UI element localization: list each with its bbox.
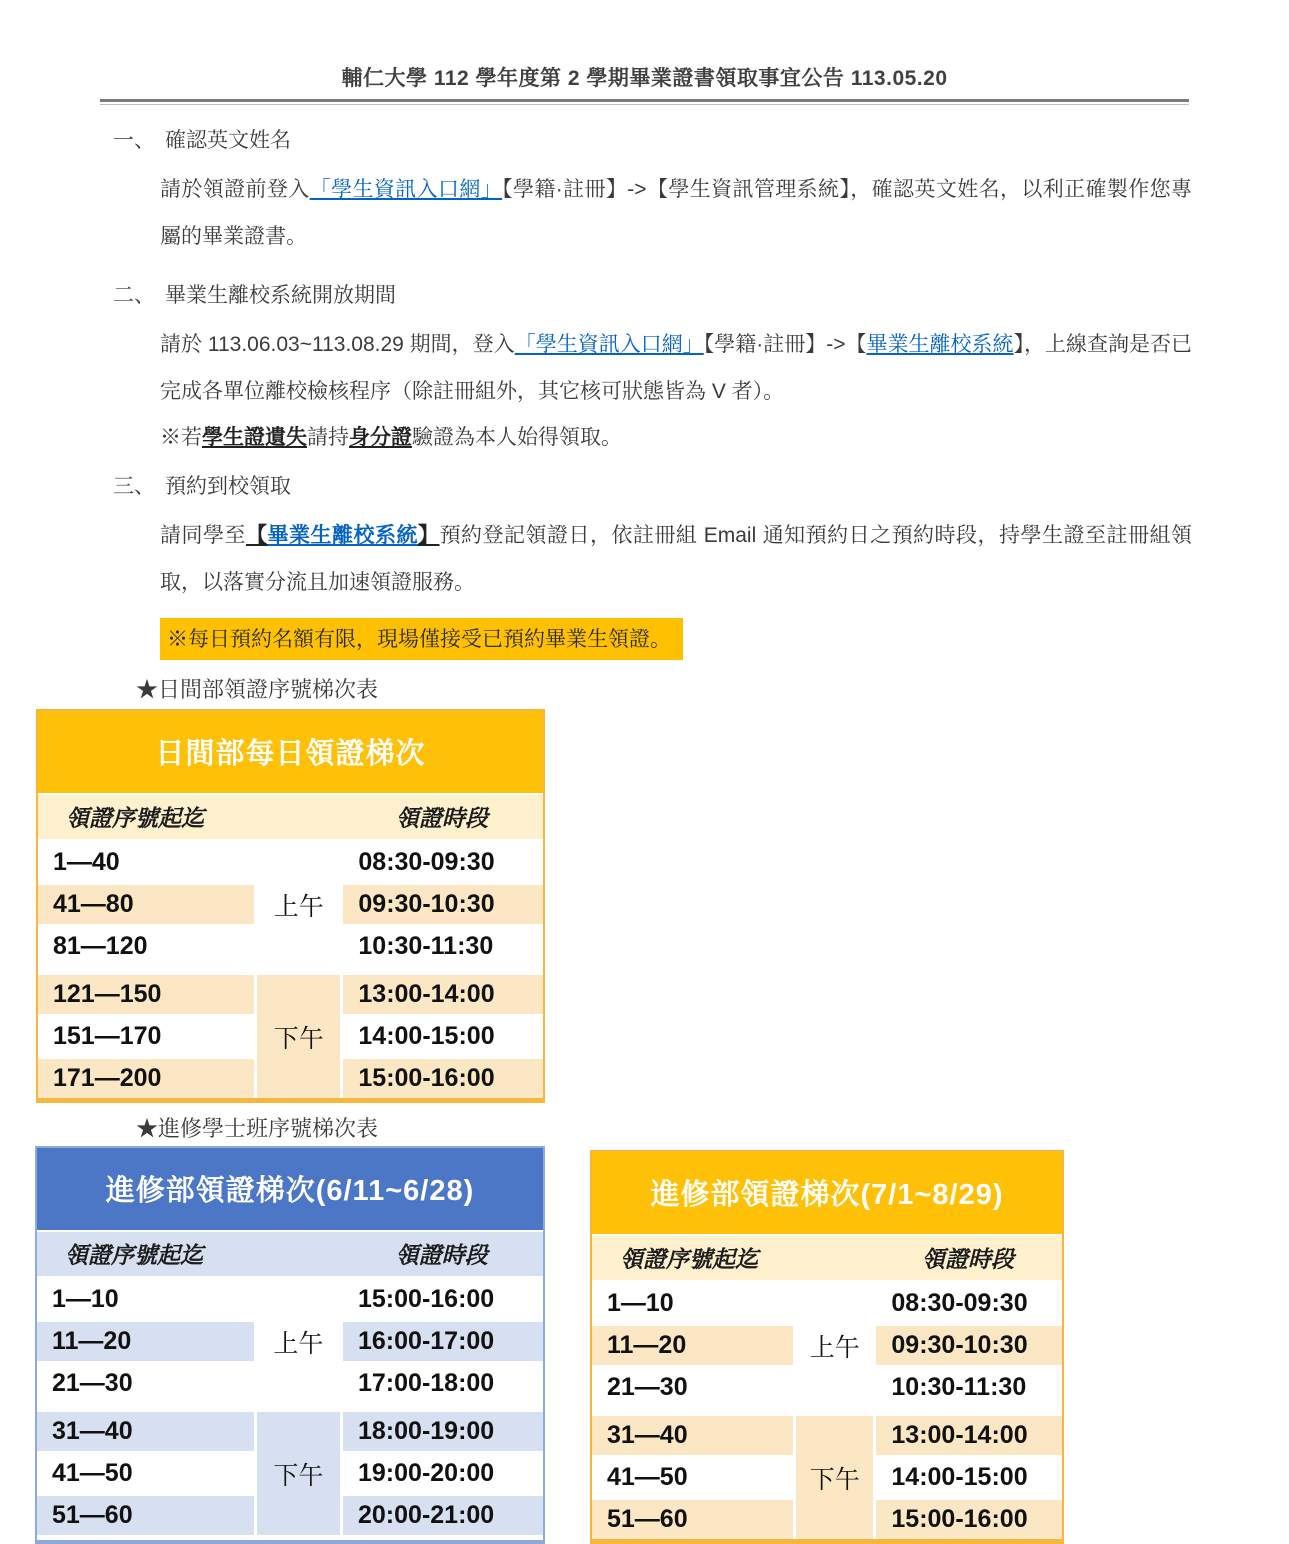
period-label: 上午 (809, 1333, 860, 1362)
table-block (37, 1280, 543, 1403)
section-3-title: 預約到校領取 (165, 475, 291, 498)
paragraph-text: 請於 113.06.03~113.08.29 期間，登入 (160, 333, 515, 356)
time-cell: 09:30-10:30 (876, 1326, 1062, 1365)
serial-cell: 51—60 (37, 1496, 254, 1535)
time-cell: 17:00-18:00 (358, 1369, 495, 1397)
section-3-paragraph (160, 512, 1192, 606)
title-divider (100, 99, 1189, 105)
table-block (38, 843, 543, 966)
evening-tables-row (35, 1146, 1289, 1544)
day-table-label: ★日間部領證序號梯次表 (136, 677, 379, 702)
evening-table-label: ★進修學士班序號梯次表 (136, 1116, 379, 1141)
note-text: 請持 (307, 426, 349, 449)
section-2-paragraph (160, 321, 1192, 415)
column-header-time: 領證時段 (395, 1242, 488, 1269)
section-3-number: 三、 (113, 475, 155, 498)
serial-cell: 41—50 (607, 1463, 688, 1491)
section-1-heading (113, 124, 1189, 154)
time-cell: 15:00-16:00 (343, 1059, 543, 1098)
serial-cell: 31—40 (592, 1416, 793, 1455)
serial-cell: 121—150 (38, 975, 254, 1014)
lost-card-note (160, 421, 1189, 451)
time-cell: 13:00-14:00 (343, 975, 543, 1014)
time-cell: 16:00-17:00 (343, 1322, 543, 1361)
serial-cell: 21—30 (607, 1373, 688, 1401)
table-column-headers (592, 1236, 1062, 1280)
serial-cell: 31—40 (37, 1412, 254, 1451)
section-1-paragraph (160, 166, 1192, 260)
note-student-card-lost: 學生證遺失 (202, 426, 307, 449)
time-cell: 15:00-16:00 (358, 1285, 495, 1313)
time-cell: 14:00-15:00 (358, 1022, 495, 1050)
link-student-info-portal[interactable]: 「學生資訊入口網」 (309, 178, 503, 201)
bracket-open: 【 (245, 524, 268, 547)
table-title: 進修部領證梯次(7/1~8/29) (592, 1152, 1062, 1234)
column-header-time: 領證時段 (922, 1246, 1014, 1273)
serial-cell: 1—10 (52, 1285, 119, 1313)
paragraph-text: 請同學至 (160, 524, 246, 547)
time-cell: 10:30-11:30 (358, 932, 494, 960)
serial-cell: 151—170 (53, 1022, 162, 1050)
link-graduate-leaving-system[interactable]: 畢業生離校系統 (866, 333, 1014, 356)
column-header-serial: 領證序號起迄 (620, 1246, 758, 1273)
column-header-serial: 領證序號起迄 (66, 805, 204, 832)
table-column-headers (37, 1232, 543, 1276)
serial-cell: 41—80 (38, 885, 254, 924)
section-3-heading (113, 470, 1189, 500)
section-2-heading (113, 279, 1189, 309)
section-1-number: 一、 (113, 129, 155, 152)
day-division-table (36, 709, 545, 1103)
serial-cell: 1—40 (53, 848, 120, 876)
paragraph-text: 【學籍·註冊】->【學生資訊管理系統】，確認英文姓名，以利正確製作您專屬的畢業證書。 (160, 178, 1193, 248)
period-label: 上午 (273, 1329, 324, 1358)
paragraph-text: 預約登記領證日，依註冊組 Email 通知預約日之預約時段，持學生證至註冊組領取，以落實分流且加速領證服務。 (160, 524, 1193, 594)
note-text: 驗證為本人始得領取。 (412, 426, 622, 449)
note-text: ※若 (160, 426, 202, 449)
table-title: 進修部領證梯次(6/11~6/28) (37, 1148, 543, 1230)
time-cell: 18:00-19:00 (343, 1412, 543, 1451)
paragraph-text: 】，上線查詢是否已完成各單位離校檢核程序（除註冊組外，其它核可狀態皆為 V 者）。 (160, 333, 1193, 403)
time-cell: 13:00-14:00 (876, 1416, 1062, 1455)
time-cell: 20:00-21:00 (343, 1496, 543, 1535)
serial-cell: 11—20 (37, 1322, 254, 1361)
table-block (592, 1416, 1062, 1539)
time-cell: 15:00-16:00 (876, 1500, 1062, 1539)
page-title: 輔仁大學 112 學年度第 2 學期畢業證書領取事宜公告 113.05.20 (341, 67, 948, 90)
section-2-number: 二、 (113, 284, 155, 307)
time-cell: 08:30-09:30 (891, 1289, 1028, 1317)
period-label: 上午 (273, 892, 324, 921)
table-column-headers (38, 795, 543, 839)
table-block (38, 975, 543, 1098)
paragraph-text: 【學籍·註冊】->【 (703, 333, 867, 356)
time-cell: 14:00-15:00 (891, 1463, 1028, 1491)
serial-cell: 1—10 (607, 1289, 674, 1317)
time-cell: 19:00-20:00 (358, 1459, 495, 1487)
evening-table-july-august (590, 1150, 1064, 1544)
table-title: 日間部每日領證梯次 (38, 711, 543, 793)
serial-cell: 51—60 (592, 1500, 793, 1539)
table-block (592, 1284, 1062, 1407)
section-1-title: 確認英文姓名 (165, 129, 291, 152)
time-cell: 08:30-09:30 (358, 848, 495, 876)
time-cell: 10:30-11:30 (891, 1373, 1027, 1401)
evening-table-june (35, 1146, 545, 1544)
period-label: 下午 (796, 1416, 873, 1539)
column-header-serial: 領證序號起迄 (65, 1242, 203, 1269)
period-label: 下午 (257, 1412, 340, 1535)
paragraph-text: 請於領證前登入 (160, 178, 310, 201)
time-cell: 09:30-10:30 (343, 885, 543, 924)
period-label: 下午 (257, 975, 340, 1098)
serial-cell: 41—50 (52, 1459, 133, 1487)
serial-cell: 21—30 (52, 1369, 133, 1397)
link-graduate-leaving-system[interactable]: 畢業生離校系統 (267, 524, 418, 547)
section-2-title: 畢業生離校系統開放期間 (165, 284, 396, 307)
table-block (37, 1412, 543, 1535)
serial-cell: 81—120 (53, 932, 148, 960)
serial-cell: 171—200 (38, 1059, 254, 1098)
highlight-reservation-note: ※每日預約名額有限，現場僅接受已預約畢業生領證。 (160, 618, 683, 660)
bracket-close: 】 (417, 524, 440, 547)
serial-cell: 11—20 (592, 1326, 793, 1365)
link-student-info-portal[interactable]: 「學生資訊入口網」 (514, 333, 704, 356)
column-header-time: 領證時段 (395, 805, 488, 832)
note-id-card: 身分證 (349, 426, 412, 449)
